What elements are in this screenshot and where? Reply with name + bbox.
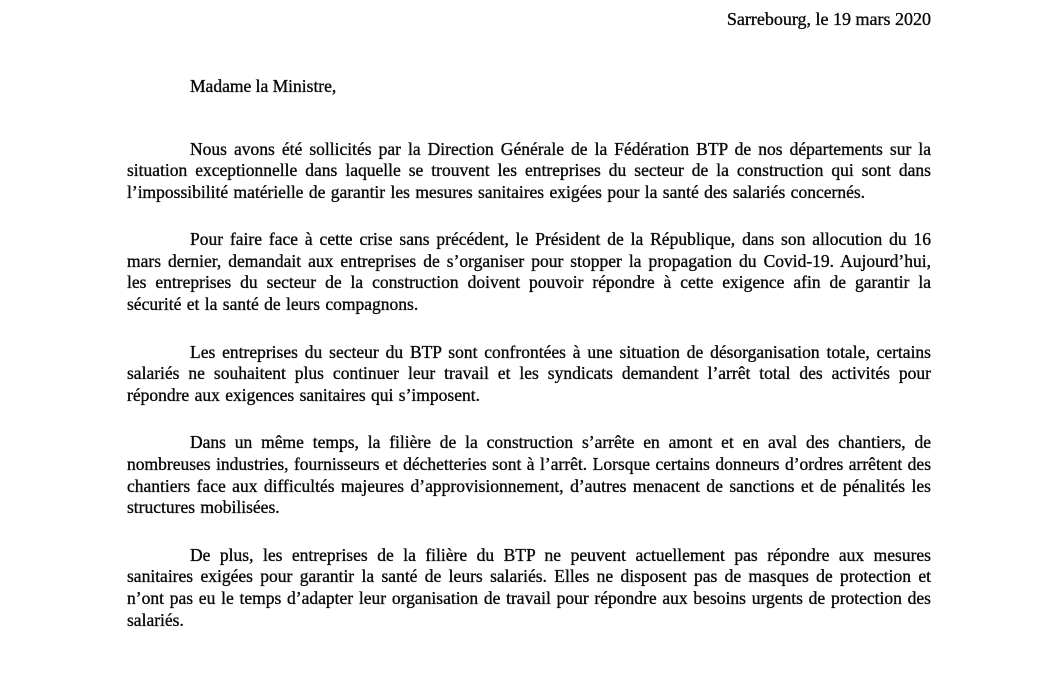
letter-paragraph: Les entreprises du secteur du BTP sont confrontées à une situation de désorganisation totale, certains salariés ne souhaitent plus continuer leur travail et les syndicats demandent l’arrêt total des activités pour répondre aux exigences sanitaires qui s’imposent. — [127, 341, 931, 405]
letter-paragraph: Pour faire face à cette crise sans précédent, le Président de la République, dans son allocution du 16 mars dernier, demandait aux entreprises de s’organiser pour stopper la propagation du Covid-19. Aujourd’hui, les entreprises du secteur de la construction doivent pouvoir répondre à cette exigence afin de garantir la sécurité et la santé de leurs compagnons. — [127, 229, 931, 315]
letter-paragraph: Nous avons été sollicités par la Direction Générale de la Fédération BTP de nos départements sur la situation exceptionnelle dans laquelle se trouvent les entreprises du secteur de la construction qui sont dans l’impossibilité matérielle de garantir les mesures sanitaires exigées pour la santé des salariés concernés. — [127, 138, 931, 202]
letter-body — [127, 139, 931, 632]
letter-content — [127, 8, 931, 657]
letter-dateline: Sarrebourg, le 19 mars 2020 — [726, 9, 931, 29]
letter-salutation: Madame la Ministre, — [190, 76, 337, 96]
letter-paragraph: Dans un même temps, la filière de la construction s’arrête en amont et en aval des chantiers, de nombreuses industries, fournisseurs et déchetteries sont à l’arrêt. Lorsque certains donneurs d’ordres arrêtent des chantiers face aux difficultés majeures d’approvisionnement, d’autres menacent de sanctions et de pénalités les structures mobilisées. — [127, 432, 931, 518]
letter-paragraph: De plus, les entreprises de la filière du BTP ne peuvent actuellement pas répondre aux mesures sanitaires exigées pour garantir la santé de leurs salariés. Elles ne disposent pas de masques de protection et n’ont pas eu le temps d’adapter leur organisation de travail pour répondre aux besoins urgents de protection des salariés. — [127, 544, 931, 630]
